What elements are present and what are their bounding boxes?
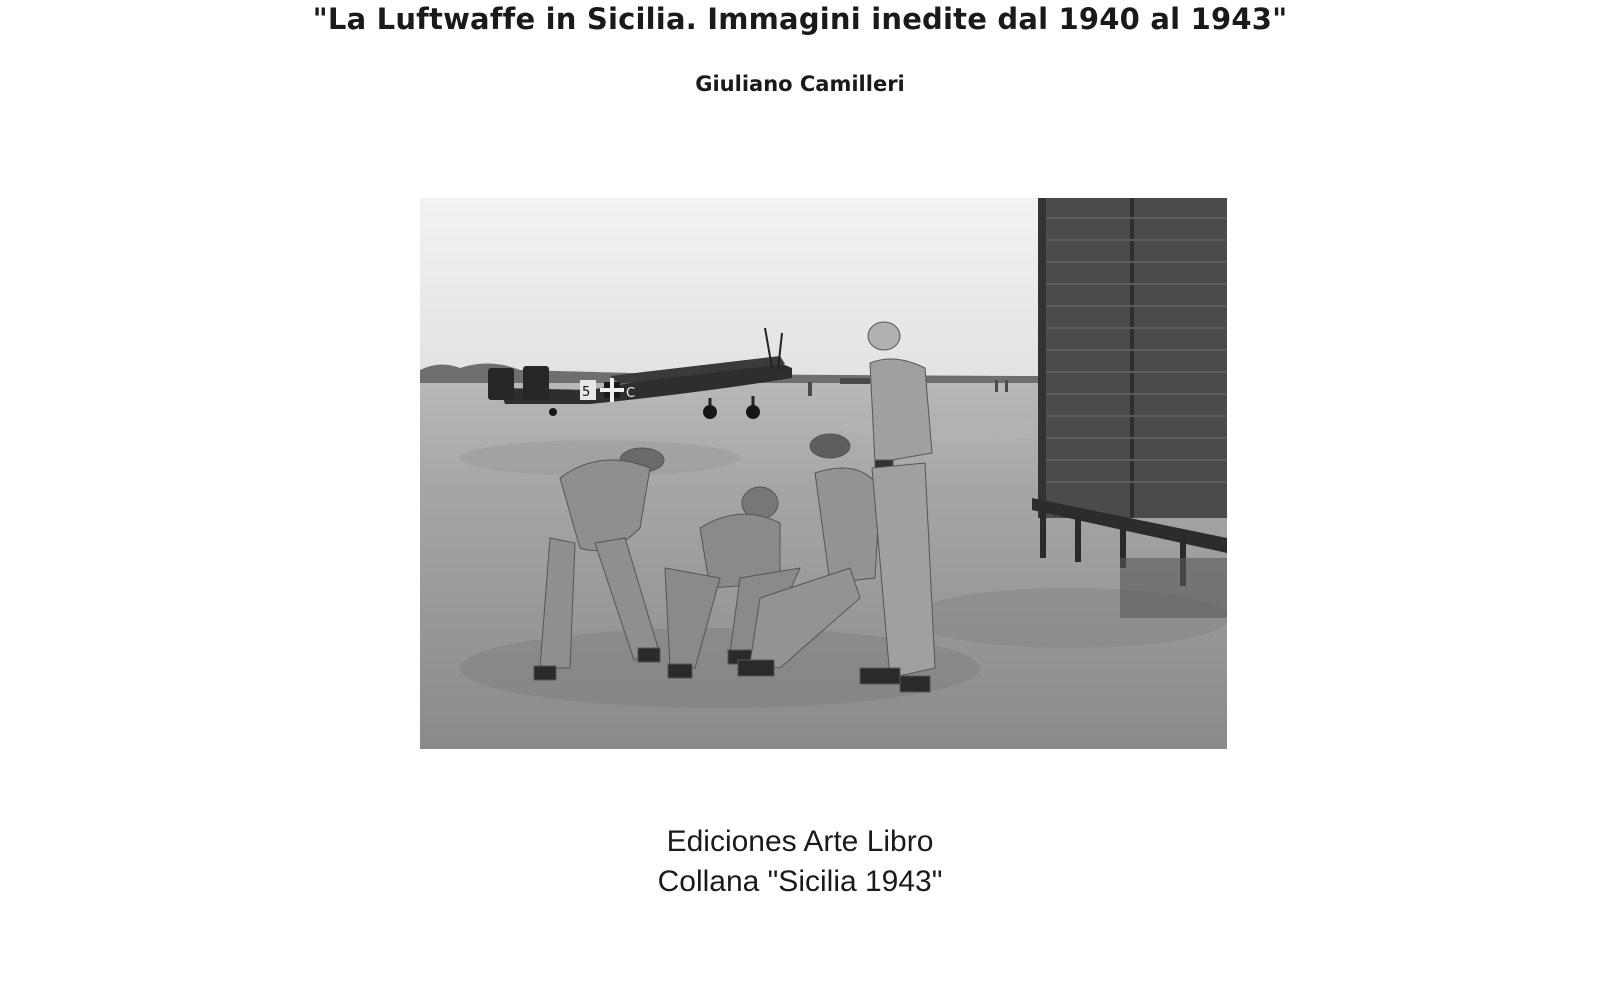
series-name: Collana "Sicilia 1943" — [657, 865, 943, 898]
book-title: "La Luftwaffe in Sicilia. Immagini inedite dal 1940 al 1943" — [312, 2, 1288, 36]
aircraft-letter: C — [626, 386, 636, 401]
publisher-block — [0, 822, 1600, 902]
cover-photo-illustration — [420, 198, 1227, 749]
aircraft-number: 5 — [582, 385, 591, 400]
cover-photo — [420, 198, 1227, 749]
publisher-name: Ediciones Arte Libro — [666, 825, 934, 858]
book-author: Giuliano Camilleri — [695, 72, 905, 96]
